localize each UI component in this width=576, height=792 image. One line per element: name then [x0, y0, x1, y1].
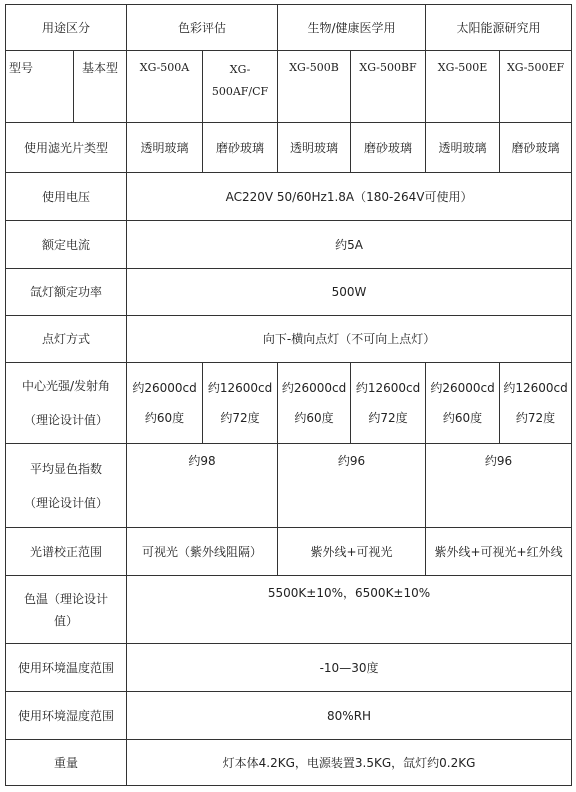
intensity-value: 约26000cd [430, 381, 495, 395]
lighting-value: 向下-横向点灯（不可向上点灯） [127, 316, 572, 363]
power-row [6, 269, 572, 316]
voltage-row [6, 173, 572, 221]
humidity-value: 80%RH [127, 692, 572, 740]
intensity-cell [426, 363, 500, 444]
filter-cell: 磨砂玻璃 [351, 123, 426, 173]
intensity-value: 约12600cd [503, 381, 568, 395]
current-value: 约5A [127, 221, 572, 269]
filter-row [6, 123, 572, 173]
intensity-value: 约26000cd [132, 381, 197, 395]
weight-label: 重量 [6, 740, 127, 786]
temp-range-row [6, 644, 572, 692]
lighting-row [6, 316, 572, 363]
spectral-value: 可视光（紫外线阻隔） [127, 528, 278, 576]
temp-range-value: -10—30度 [127, 644, 572, 692]
filter-cell: 透明玻璃 [426, 123, 500, 173]
color-temp-label-line1: 色温（理论设计 [24, 591, 109, 606]
intensity-label [6, 363, 127, 444]
usage-header: 用途区分 [6, 5, 127, 51]
cri-value: 约96 [426, 444, 572, 528]
basic-type-label: 基本型 [74, 51, 127, 123]
spec-table [5, 4, 572, 786]
intensity-value: 约12600cd [207, 381, 273, 395]
model-row [6, 51, 572, 123]
model-xg-500af-cf [203, 51, 278, 123]
cri-label [6, 444, 127, 528]
cri-label-line2: （理论设计值） [24, 495, 109, 510]
humidity-row [6, 692, 572, 740]
model-xg-500af-cf-line1: XG- [229, 63, 251, 76]
filter-cell: 透明玻璃 [127, 123, 203, 173]
beam-angle-value: 约72度 [515, 411, 556, 425]
color-temp-row [6, 576, 572, 644]
filter-cell: 磨砂玻璃 [203, 123, 278, 173]
humidity-label: 使用环境湿度范围 [6, 692, 127, 740]
power-value: 500W [127, 269, 572, 316]
beam-angle-value: 约60度 [294, 411, 334, 425]
model-xg-500e: XG-500E [426, 51, 500, 123]
header-row [6, 5, 572, 51]
cri-value: 约96 [278, 444, 426, 528]
weight-value: 灯本体4.2KG，电源装置3.5KG，氙灯约0.2KG [127, 740, 572, 786]
color-temp-value: 5500K±10%，6500K±10% [127, 576, 572, 644]
power-label: 氙灯额定功率 [6, 269, 127, 316]
model-label: 型号 [6, 51, 74, 123]
model-xg-500bf: XG-500BF [351, 51, 426, 123]
cri-value: 约98 [127, 444, 278, 528]
spectral-value: 紫外线+可视光+红外线 [426, 528, 572, 576]
model-xg-500a: XG-500A [127, 51, 203, 123]
intensity-cell [203, 363, 278, 444]
weight-row [6, 740, 572, 786]
cri-label-line1: 平均显色指数 [30, 461, 103, 476]
intensity-cell [278, 363, 351, 444]
cri-row [6, 444, 572, 528]
lighting-label: 点灯方式 [6, 316, 127, 363]
intensity-value: 约26000cd [281, 381, 347, 395]
beam-angle-value: 约60度 [442, 411, 483, 425]
temp-range-label: 使用环境温度范围 [6, 644, 127, 692]
beam-angle-value: 约72度 [368, 411, 408, 425]
intensity-cell [127, 363, 203, 444]
model-xg-500b: XG-500B [278, 51, 351, 123]
beam-angle-value: 约60度 [144, 411, 185, 425]
filter-cell: 磨砂玻璃 [500, 123, 572, 173]
spectral-row [6, 528, 572, 576]
beam-angle-value: 约72度 [220, 411, 260, 425]
current-label: 额定电流 [6, 221, 127, 269]
filter-cell: 透明玻璃 [278, 123, 351, 173]
intensity-cell [500, 363, 572, 444]
spectral-label: 光谱校正范围 [6, 528, 127, 576]
intensity-label-line2: （理论设计值） [24, 413, 109, 427]
voltage-label: 使用电压 [6, 173, 127, 221]
group-solar-header: 太阳能源研究用 [426, 5, 572, 51]
group-color-header: 色彩评估 [127, 5, 278, 51]
voltage-value: AC220V 50/60Hz1.8A（180-264V可使用） [127, 173, 572, 221]
intensity-value: 约12600cd [355, 381, 421, 395]
current-row [6, 221, 572, 269]
color-temp-label-line2: 值） [54, 613, 79, 628]
filter-label: 使用滤光片类型 [6, 123, 127, 173]
spectral-value: 紫外线+可视光 [278, 528, 426, 576]
model-xg-500af-cf-line2: 500AF/CF [211, 85, 269, 98]
model-xg-500ef: XG-500EF [500, 51, 572, 123]
intensity-row [6, 363, 572, 444]
color-temp-label [6, 576, 127, 644]
intensity-label-line1: 中心光强/发射角 [21, 379, 111, 393]
intensity-cell [351, 363, 426, 444]
group-bio-header: 生物/健康医学用 [278, 5, 426, 51]
